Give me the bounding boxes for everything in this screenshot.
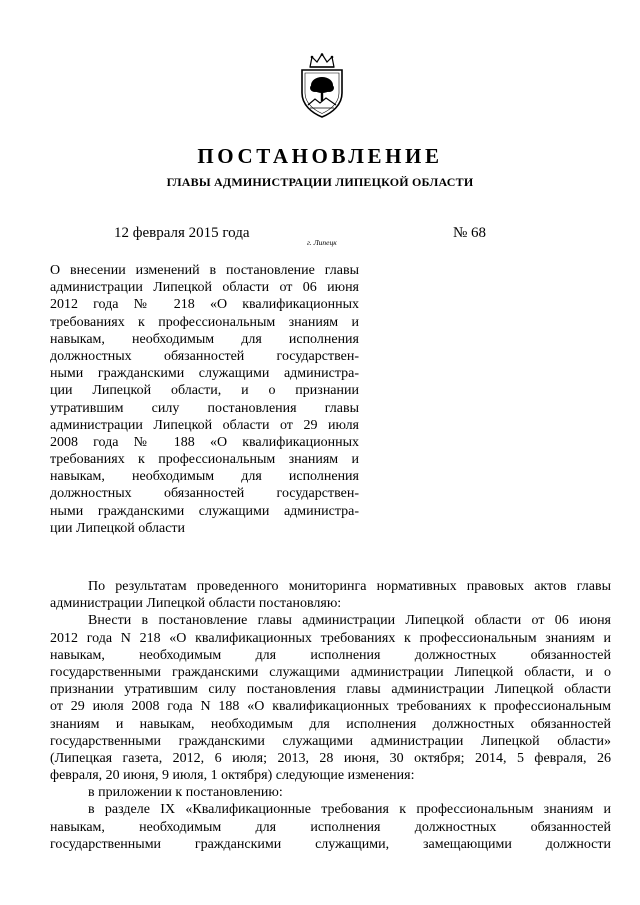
subject-line: утратившим силу постановления главы bbox=[50, 400, 359, 416]
body-line: (Липецкая газета, 2012, 6 июля; 2013, 28 июня, 30 октября; 2014, 5 февраля, 26 bbox=[50, 750, 611, 766]
subject-line: требованиях к профессиональным знаниям и bbox=[50, 452, 359, 468]
subject-line: ции Липецкой области bbox=[50, 520, 186, 536]
document-date: 12 февраля 2015 года bbox=[114, 225, 250, 241]
subject-line: ными гражданскими служащими администра- bbox=[50, 366, 359, 382]
body-line: от 29 июля 2008 года N 188 «О квалификационных требованиях к профессиональным bbox=[50, 699, 611, 715]
body-line: Внести в постановление главы администрации Липецкой области от 06 июня bbox=[88, 613, 611, 629]
body-line: государственными гражданскими служащими администрации Липецкой области» bbox=[50, 733, 611, 749]
subject-line: навыкам, необходимым для исполнения bbox=[50, 331, 359, 347]
subject-block bbox=[50, 262, 359, 537]
body-text bbox=[50, 578, 611, 853]
body-line: государственными гражданскими служащими, замещающими должности bbox=[50, 836, 611, 852]
document-number: № 68 bbox=[453, 225, 487, 241]
subject-line: ными гражданскими служащими администра- bbox=[50, 503, 359, 519]
body-line: По результатам проведенного мониторинга нормативных правовых актов главы bbox=[88, 579, 611, 594]
body-line: администрации Липецкой области постановляю: bbox=[50, 596, 342, 612]
subject-line: требованиях к профессиональным знаниям и bbox=[50, 314, 359, 330]
body-line: признании утратившим силу постановления главы администрации Липецкой области bbox=[50, 682, 611, 698]
body-line: 2012 года N 218 «О квалификационных требованиях к профессиональным знаниям и bbox=[50, 630, 611, 646]
subject-line: навыкам, необходимым для исполнения bbox=[50, 469, 359, 485]
coat-of-arms-icon bbox=[296, 53, 348, 119]
document-subtitle: ГЛАВЫ АДМИНИСТРАЦИИ ЛИПЕЦКОЙ ОБЛАСТИ bbox=[166, 175, 474, 189]
body-line: государственными гражданскими служащими администрации Липецкой области, и о bbox=[50, 664, 611, 680]
subject-line: должностных обязанностей государствен- bbox=[50, 348, 359, 364]
body-line: навыкам, необходимым для исполнения должностных обязанностей bbox=[50, 647, 611, 663]
subject-line: 2008 года № 188 «О квалификационных bbox=[50, 434, 359, 450]
document-city: г. Липецк bbox=[307, 238, 337, 247]
body-line: навыкам, необходимым для исполнения должностных обязанностей bbox=[50, 819, 611, 835]
body-line: знаниям и навыкам, необходимым для исполнения должностных обязанностей bbox=[50, 716, 611, 732]
subject-line: ции Липецкой области, и о признании bbox=[50, 383, 359, 399]
document-title: ПОСТАНОВЛЕНИЕ bbox=[197, 144, 443, 168]
body-line: в приложении к постановлению: bbox=[88, 785, 283, 801]
subject-line: О внесении изменений в постановление главы bbox=[50, 263, 359, 278]
body-line: в разделе IX «Квалификационные требования к профессиональным знаниям и bbox=[88, 802, 611, 818]
body-line: февраля, 20 июня, 9 июля, 1 октября) следующие изменения: bbox=[50, 768, 415, 784]
subject-line: 2012 года № 218 «О квалификационных bbox=[50, 297, 359, 313]
subject-line: должностных обязанностей государствен- bbox=[50, 486, 359, 502]
subject-line: администрации Липецкой области от 29 июля bbox=[50, 417, 359, 433]
subject-line: администрации Липецкой области от 06 июня bbox=[50, 280, 359, 296]
